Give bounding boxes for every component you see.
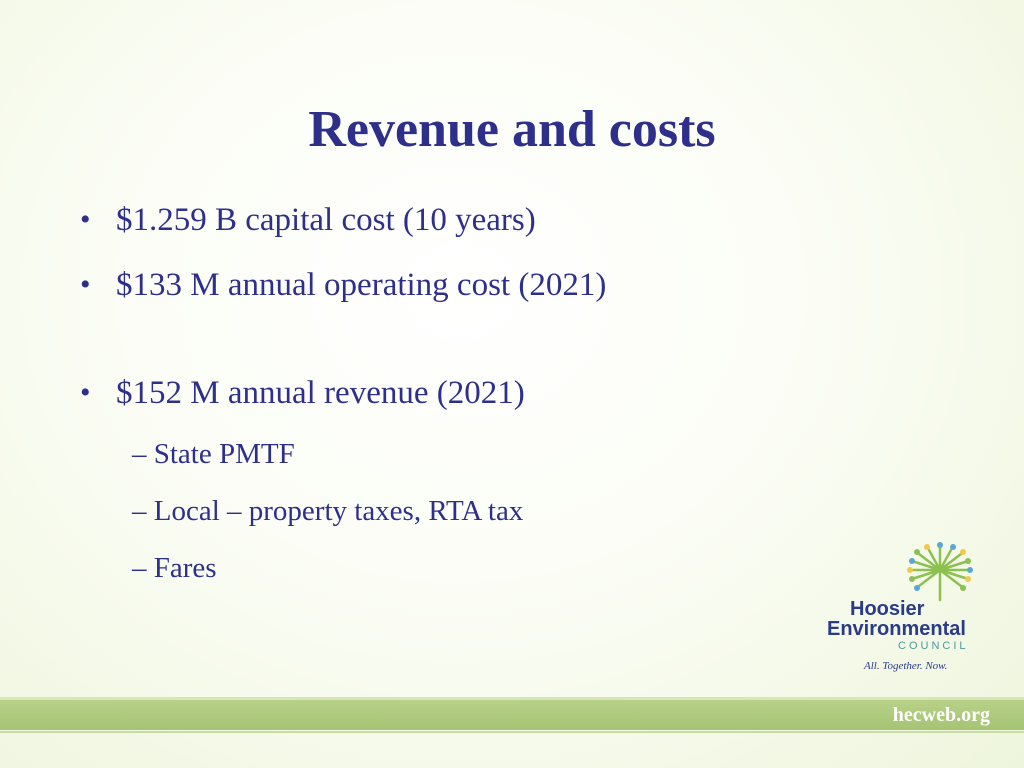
bullet-annual-revenue: [78, 369, 606, 417]
hec-logo: [820, 540, 1000, 680]
logo-text-hoosier: Hoosier: [850, 598, 925, 620]
bullet-marker: •: [80, 203, 91, 236]
bullet-text: $152 M annual revenue (2021): [116, 375, 525, 411]
bullet-capital-cost: [78, 196, 606, 244]
logo-text-environmental: Environmental: [827, 618, 966, 640]
bullet-marker: •: [80, 376, 91, 409]
logo-text-council: COUNCIL: [898, 640, 969, 652]
bullet-list: [78, 196, 606, 605]
sub-bullet-fares: – Fares: [132, 552, 217, 584]
slide-title: Revenue and costs: [308, 101, 716, 158]
footer-bar: [0, 700, 1024, 730]
bullet-text: $1.259 B capital cost (10 years): [116, 202, 536, 238]
footer-divider-bottom: [0, 731, 1024, 733]
logo-tagline: All. Together. Now.: [864, 660, 948, 672]
footer-url: hecweb.org: [892, 704, 990, 726]
sub-bullet-local-taxes: – Local – property taxes, RTA tax: [132, 495, 524, 527]
bullet-marker: •: [80, 268, 91, 301]
sub-bullet-state-pmtf: – State PMTF: [132, 438, 295, 470]
bullet-text: $133 M annual operating cost (2021): [116, 267, 607, 303]
bullet-operating-cost: [78, 261, 606, 309]
tree-icon: [905, 540, 975, 602]
